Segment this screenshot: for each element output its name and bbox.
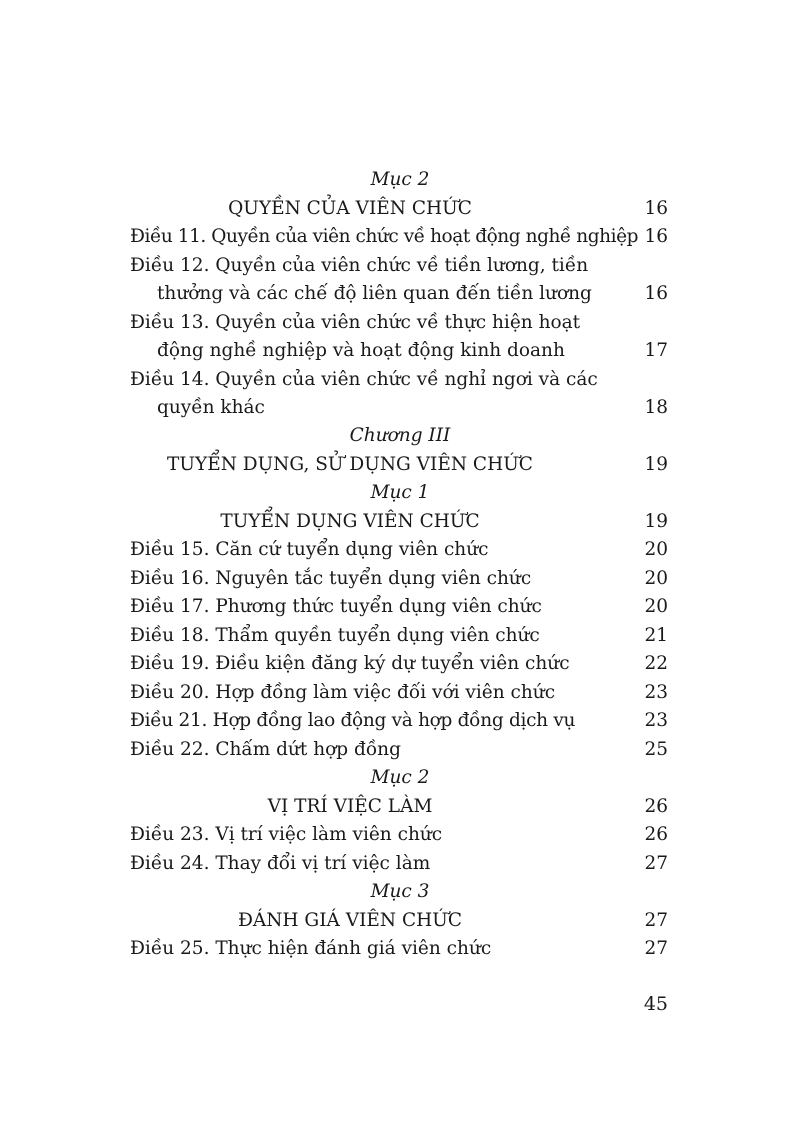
entry-title: Điều 14. Quyền của viên chức về nghỉ ngơi và các <box>130 369 598 390</box>
page-ref: 27 <box>644 853 668 874</box>
section-heading-row <box>0 508 800 536</box>
toc-entry <box>0 935 800 963</box>
toc-entry <box>0 736 800 764</box>
toc-entry-continued <box>0 394 800 422</box>
page-ref: 19 <box>644 454 668 475</box>
entry-title: Điều 22. Chấm dứt hợp đồng <box>130 739 401 760</box>
page-ref: 16 <box>644 198 668 219</box>
page-ref: 27 <box>644 938 668 959</box>
entry-title-continued: quyền khác <box>157 397 265 418</box>
chapter-title: Chương III <box>349 425 451 446</box>
toc-entry <box>0 821 800 849</box>
page-ref: 20 <box>644 568 668 589</box>
section-title: Mục 3 <box>370 881 430 902</box>
entry-title: Điều 16. Nguyên tắc tuyển dụng viên chức <box>130 568 532 589</box>
toc-entry <box>0 309 800 337</box>
entry-title: Điều 15. Căn cứ tuyển dụng viên chức <box>130 539 489 560</box>
page-ref: 16 <box>644 283 668 304</box>
section-heading: QUYỀN CỦA VIÊN CHỨC <box>228 198 472 219</box>
toc-entry <box>0 565 800 593</box>
section-title: Mục 2 <box>370 767 430 788</box>
page-ref: 26 <box>644 824 668 845</box>
entry-title: Điều 12. Quyền của viên chức về tiền lương, tiền <box>130 255 589 276</box>
toc-entry <box>0 679 800 707</box>
page-ref: 20 <box>644 539 668 560</box>
entry-title: Điều 17. Phương thức tuyển dụng viên chức <box>130 596 542 617</box>
toc-entry-continued <box>0 280 800 308</box>
entry-title: Điều 24. Thay đổi vị trí việc làm <box>130 853 431 874</box>
section-heading: ĐÁNH GIÁ VIÊN CHỨC <box>237 910 463 931</box>
entry-title: Điều 23. Vị trí việc làm viên chức <box>130 824 443 845</box>
page-ref: 21 <box>644 625 668 646</box>
toc-entry <box>0 536 800 564</box>
entry-title: Điều 20. Hợp đồng làm việc đối với viên chức <box>130 682 556 703</box>
page-ref: 16 <box>644 226 668 247</box>
section-heading-row <box>0 907 800 935</box>
section-title: Mục 1 <box>370 482 430 503</box>
chapter-heading: TUYỂN DỤNG, SỬ DỤNG VIÊN CHỨC <box>167 454 533 475</box>
page-ref: 25 <box>644 739 668 760</box>
toc-entry <box>0 593 800 621</box>
entry-title: Điều 19. Điều kiện đăng ký dự tuyển viên chức <box>130 653 570 674</box>
page-ref: 19 <box>644 511 668 532</box>
section-heading-row <box>0 195 800 223</box>
entry-title-continued: thưởng và các chế độ liên quan đến tiền lương <box>157 283 592 304</box>
section-heading-row <box>0 793 800 821</box>
page-ref: 17 <box>644 340 668 361</box>
entry-title: Điều 21. Hợp đồng lao động và hợp đồng dịch vụ <box>130 710 576 731</box>
page-ref: 26 <box>644 796 668 817</box>
page-ref: 23 <box>644 682 668 703</box>
toc-entry <box>0 850 800 878</box>
section-heading: VỊ TRÍ VIỆC LÀM <box>267 796 433 817</box>
toc-entry <box>0 366 800 394</box>
chapter-heading-row <box>0 451 800 479</box>
section-heading: TUYỂN DỤNG VIÊN CHỨC <box>220 511 480 532</box>
page-number: 45 <box>643 993 668 1015</box>
page-ref: 23 <box>644 710 668 731</box>
entry-title: Điều 11. Quyền của viên chức về hoạt động nghề nghiệp <box>130 226 638 247</box>
toc-entry-continued <box>0 337 800 365</box>
page-ref: 22 <box>644 653 668 674</box>
toc-entry <box>0 622 800 650</box>
page-ref: 27 <box>644 910 668 931</box>
page-ref: 20 <box>644 596 668 617</box>
toc-entry <box>0 223 800 251</box>
entry-title: Điều 18. Thẩm quyền tuyển dụng viên chức <box>130 625 540 646</box>
toc-entry <box>0 650 800 678</box>
page-ref: 18 <box>644 397 668 418</box>
toc-entry <box>0 252 800 280</box>
entry-title-continued: động nghề nghiệp và hoạt động kinh doanh <box>157 340 565 361</box>
section-title: Mục 2 <box>370 169 430 190</box>
entry-title: Điều 13. Quyền của viên chức về thực hiện hoạt <box>130 312 581 333</box>
entry-title: Điều 25. Thực hiện đánh giá viên chức <box>130 938 492 959</box>
toc-entry <box>0 707 800 735</box>
